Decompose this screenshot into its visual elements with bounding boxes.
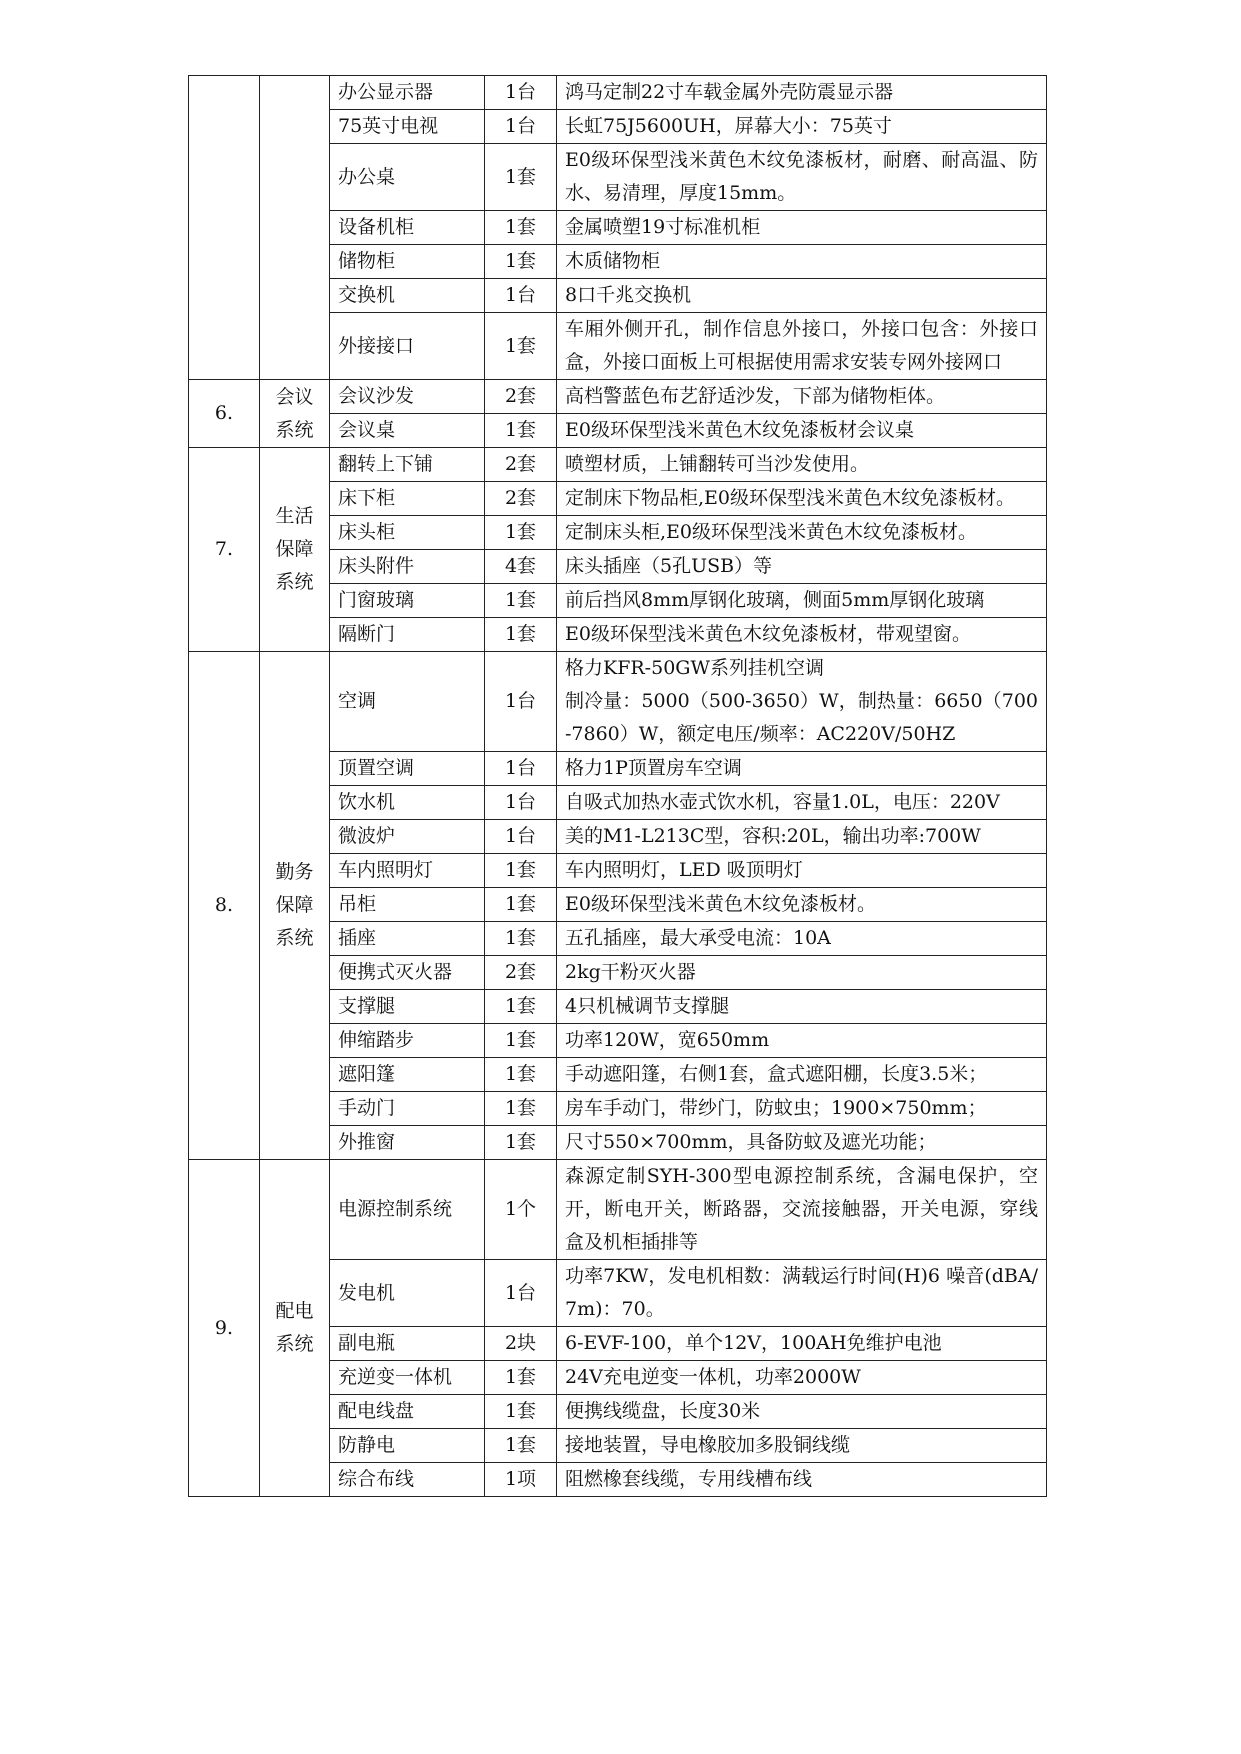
equipment-quantity: 1项 — [485, 1463, 557, 1497]
equipment-name: 床头附件 — [330, 550, 485, 584]
equipment-name: 床下柜 — [330, 482, 485, 516]
equipment-name: 翻转上下铺 — [330, 448, 485, 482]
equipment-name: 电源控制系统 — [330, 1160, 485, 1260]
equipment-quantity: 1台 — [485, 820, 557, 854]
equipment-table — [188, 75, 1047, 1497]
equipment-description: E0级环保型浅米黄色木纹免漆板材会议桌 — [557, 414, 1047, 448]
equipment-description: 8口千兆交换机 — [557, 279, 1047, 313]
equipment-name: 会议沙发 — [330, 380, 485, 414]
equipment-description: 格力1P顶置房车空调 — [557, 752, 1047, 786]
equipment-quantity: 1台 — [485, 1260, 557, 1327]
equipment-name: 遮阳篷 — [330, 1058, 485, 1092]
item-number: 7. — [189, 448, 260, 652]
equipment-name: 储物柜 — [330, 245, 485, 279]
equipment-description: 阻燃橡套线缆，专用线槽布线 — [557, 1463, 1047, 1497]
equipment-quantity: 1套 — [485, 854, 557, 888]
equipment-description: 车厢外侧开孔，制作信息外接口，外接口包含：外接口盒，外接口面板上可根据使用需求安装专网外接网口 — [557, 313, 1047, 380]
equipment-quantity: 2套 — [485, 448, 557, 482]
equipment-name: 饮水机 — [330, 786, 485, 820]
equipment-quantity: 1套 — [485, 211, 557, 245]
equipment-quantity: 2套 — [485, 380, 557, 414]
equipment-description: 鸿马定制22寸车载金属外壳防震显示器 — [557, 76, 1047, 110]
equipment-description: 美的M1-L213C型，容积:20L，输出功率:700W — [557, 820, 1047, 854]
equipment-name: 微波炉 — [330, 820, 485, 854]
equipment-quantity: 1台 — [485, 652, 557, 752]
equipment-quantity: 1台 — [485, 279, 557, 313]
equipment-quantity: 2套 — [485, 956, 557, 990]
equipment-description: 金属喷塑19寸标准机柜 — [557, 211, 1047, 245]
equipment-quantity: 1套 — [485, 922, 557, 956]
equipment-quantity: 1套 — [485, 1092, 557, 1126]
equipment-quantity: 2块 — [485, 1327, 557, 1361]
equipment-quantity: 1台 — [485, 110, 557, 144]
equipment-quantity: 1套 — [485, 1429, 557, 1463]
equipment-description: 森源定制SYH-300型电源控制系统，含漏电保护，空开，断电开关，断路器，交流接触器，开关电源，穿线盒及机柜插排等 — [557, 1160, 1047, 1260]
equipment-name: 手动门 — [330, 1092, 485, 1126]
system-name — [260, 76, 330, 380]
equipment-quantity: 1套 — [485, 618, 557, 652]
equipment-description: 4只机械调节支撑腿 — [557, 990, 1047, 1024]
equipment-description: 2kg干粉灭火器 — [557, 956, 1047, 990]
equipment-description: 格力KFR-50GW系列挂机空调 制冷量：5000（500-3650）W，制热量：6650（700-7860）W，额定电压/频率：AC220V/50HZ — [557, 652, 1047, 752]
equipment-quantity: 2套 — [485, 482, 557, 516]
table-row — [189, 1160, 1047, 1260]
equipment-name: 隔断门 — [330, 618, 485, 652]
equipment-quantity: 1套 — [485, 313, 557, 380]
equipment-description: E0级环保型浅米黄色木纹免漆板材。 — [557, 888, 1047, 922]
equipment-description: 高档警蓝色布艺舒适沙发，下部为储物柜体。 — [557, 380, 1047, 414]
equipment-description: 功率7KW，发电机相数：满载运行时间(H)6 噪音(dBA/7m)：70。 — [557, 1260, 1047, 1327]
equipment-description: 尺寸550×700mm，具备防蚊及遮光功能； — [557, 1126, 1047, 1160]
equipment-description: 车内照明灯，LED 吸顶明灯 — [557, 854, 1047, 888]
equipment-quantity: 4套 — [485, 550, 557, 584]
equipment-description: 定制床头柜,E0级环保型浅米黄色木纹免漆板材。 — [557, 516, 1047, 550]
equipment-name: 伸缩踏步 — [330, 1024, 485, 1058]
equipment-description: 床头插座（5孔USB）等 — [557, 550, 1047, 584]
equipment-description: 接地装置，导电橡胶加多股铜线缆 — [557, 1429, 1047, 1463]
equipment-description: 手动遮阳篷，右侧1套，盒式遮阳棚，长度3.5米； — [557, 1058, 1047, 1092]
equipment-name: 车内照明灯 — [330, 854, 485, 888]
equipment-description: 自吸式加热水壶式饮水机，容量1.0L，电压：220V — [557, 786, 1047, 820]
equipment-description: 喷塑材质，上铺翻转可当沙发使用。 — [557, 448, 1047, 482]
equipment-description: 功率120W，宽650mm — [557, 1024, 1047, 1058]
equipment-quantity: 1个 — [485, 1160, 557, 1260]
equipment-quantity: 1台 — [485, 752, 557, 786]
equipment-name: 外接接口 — [330, 313, 485, 380]
equipment-name: 交换机 — [330, 279, 485, 313]
equipment-name: 75英寸电视 — [330, 110, 485, 144]
item-number: 8. — [189, 652, 260, 1160]
equipment-description: 定制床下物品柜,E0级环保型浅米黄色木纹免漆板材。 — [557, 482, 1047, 516]
equipment-description: E0级环保型浅米黄色木纹免漆板材，带观望窗。 — [557, 618, 1047, 652]
equipment-name: 支撑腿 — [330, 990, 485, 1024]
equipment-name: 吊柜 — [330, 888, 485, 922]
equipment-name: 便携式灭火器 — [330, 956, 485, 990]
equipment-description: 五孔插座，最大承受电流：10A — [557, 922, 1047, 956]
equipment-name: 设备机柜 — [330, 211, 485, 245]
equipment-name: 床头柜 — [330, 516, 485, 550]
equipment-name: 顶置空调 — [330, 752, 485, 786]
equipment-description: 前后挡风8mm厚钢化玻璃，侧面5mm厚钢化玻璃 — [557, 584, 1047, 618]
equipment-quantity: 1套 — [485, 1058, 557, 1092]
table-row — [189, 448, 1047, 482]
equipment-name: 外推窗 — [330, 1126, 485, 1160]
equipment-name: 办公显示器 — [330, 76, 485, 110]
system-name: 生活保障系统 — [260, 448, 330, 652]
item-number: 6. — [189, 380, 260, 448]
equipment-name: 空调 — [330, 652, 485, 752]
system-name: 勤务保障系统 — [260, 652, 330, 1160]
equipment-quantity: 1套 — [485, 144, 557, 211]
equipment-description: E0级环保型浅米黄色木纹免漆板材，耐磨、耐高温、防水、易清理，厚度15mm。 — [557, 144, 1047, 211]
equipment-quantity: 1套 — [485, 1126, 557, 1160]
equipment-name: 发电机 — [330, 1260, 485, 1327]
equipment-quantity: 1套 — [485, 1024, 557, 1058]
equipment-quantity: 1台 — [485, 786, 557, 820]
equipment-description: 长虹75J5600UH，屏幕大小：75英寸 — [557, 110, 1047, 144]
equipment-description: 6-EVF-100，单个12V，100AH免维护电池 — [557, 1327, 1047, 1361]
equipment-quantity: 1台 — [485, 76, 557, 110]
equipment-quantity: 1套 — [485, 584, 557, 618]
equipment-name: 会议桌 — [330, 414, 485, 448]
equipment-description: 房车手动门，带纱门，防蚊虫；1900×750mm； — [557, 1092, 1047, 1126]
table-row — [189, 380, 1047, 414]
item-number: 9. — [189, 1160, 260, 1497]
equipment-table-body — [189, 76, 1047, 1497]
table-row — [189, 652, 1047, 752]
equipment-description: 木质储物柜 — [557, 245, 1047, 279]
system-name: 会议系统 — [260, 380, 330, 448]
equipment-name: 充逆变一体机 — [330, 1361, 485, 1395]
equipment-quantity: 1套 — [485, 414, 557, 448]
equipment-name: 综合布线 — [330, 1463, 485, 1497]
table-row — [189, 76, 1047, 110]
equipment-name: 防静电 — [330, 1429, 485, 1463]
equipment-name: 插座 — [330, 922, 485, 956]
equipment-quantity: 1套 — [485, 1361, 557, 1395]
equipment-name: 副电瓶 — [330, 1327, 485, 1361]
equipment-name: 配电线盘 — [330, 1395, 485, 1429]
item-number — [189, 76, 260, 380]
equipment-description: 24V充电逆变一体机，功率2000W — [557, 1361, 1047, 1395]
equipment-quantity: 1套 — [485, 1395, 557, 1429]
equipment-quantity: 1套 — [485, 888, 557, 922]
equipment-name: 门窗玻璃 — [330, 584, 485, 618]
equipment-description: 便携线缆盘，长度30米 — [557, 1395, 1047, 1429]
equipment-quantity: 1套 — [485, 990, 557, 1024]
equipment-quantity: 1套 — [485, 516, 557, 550]
equipment-name: 办公桌 — [330, 144, 485, 211]
equipment-quantity: 1套 — [485, 245, 557, 279]
system-name: 配电系统 — [260, 1160, 330, 1497]
